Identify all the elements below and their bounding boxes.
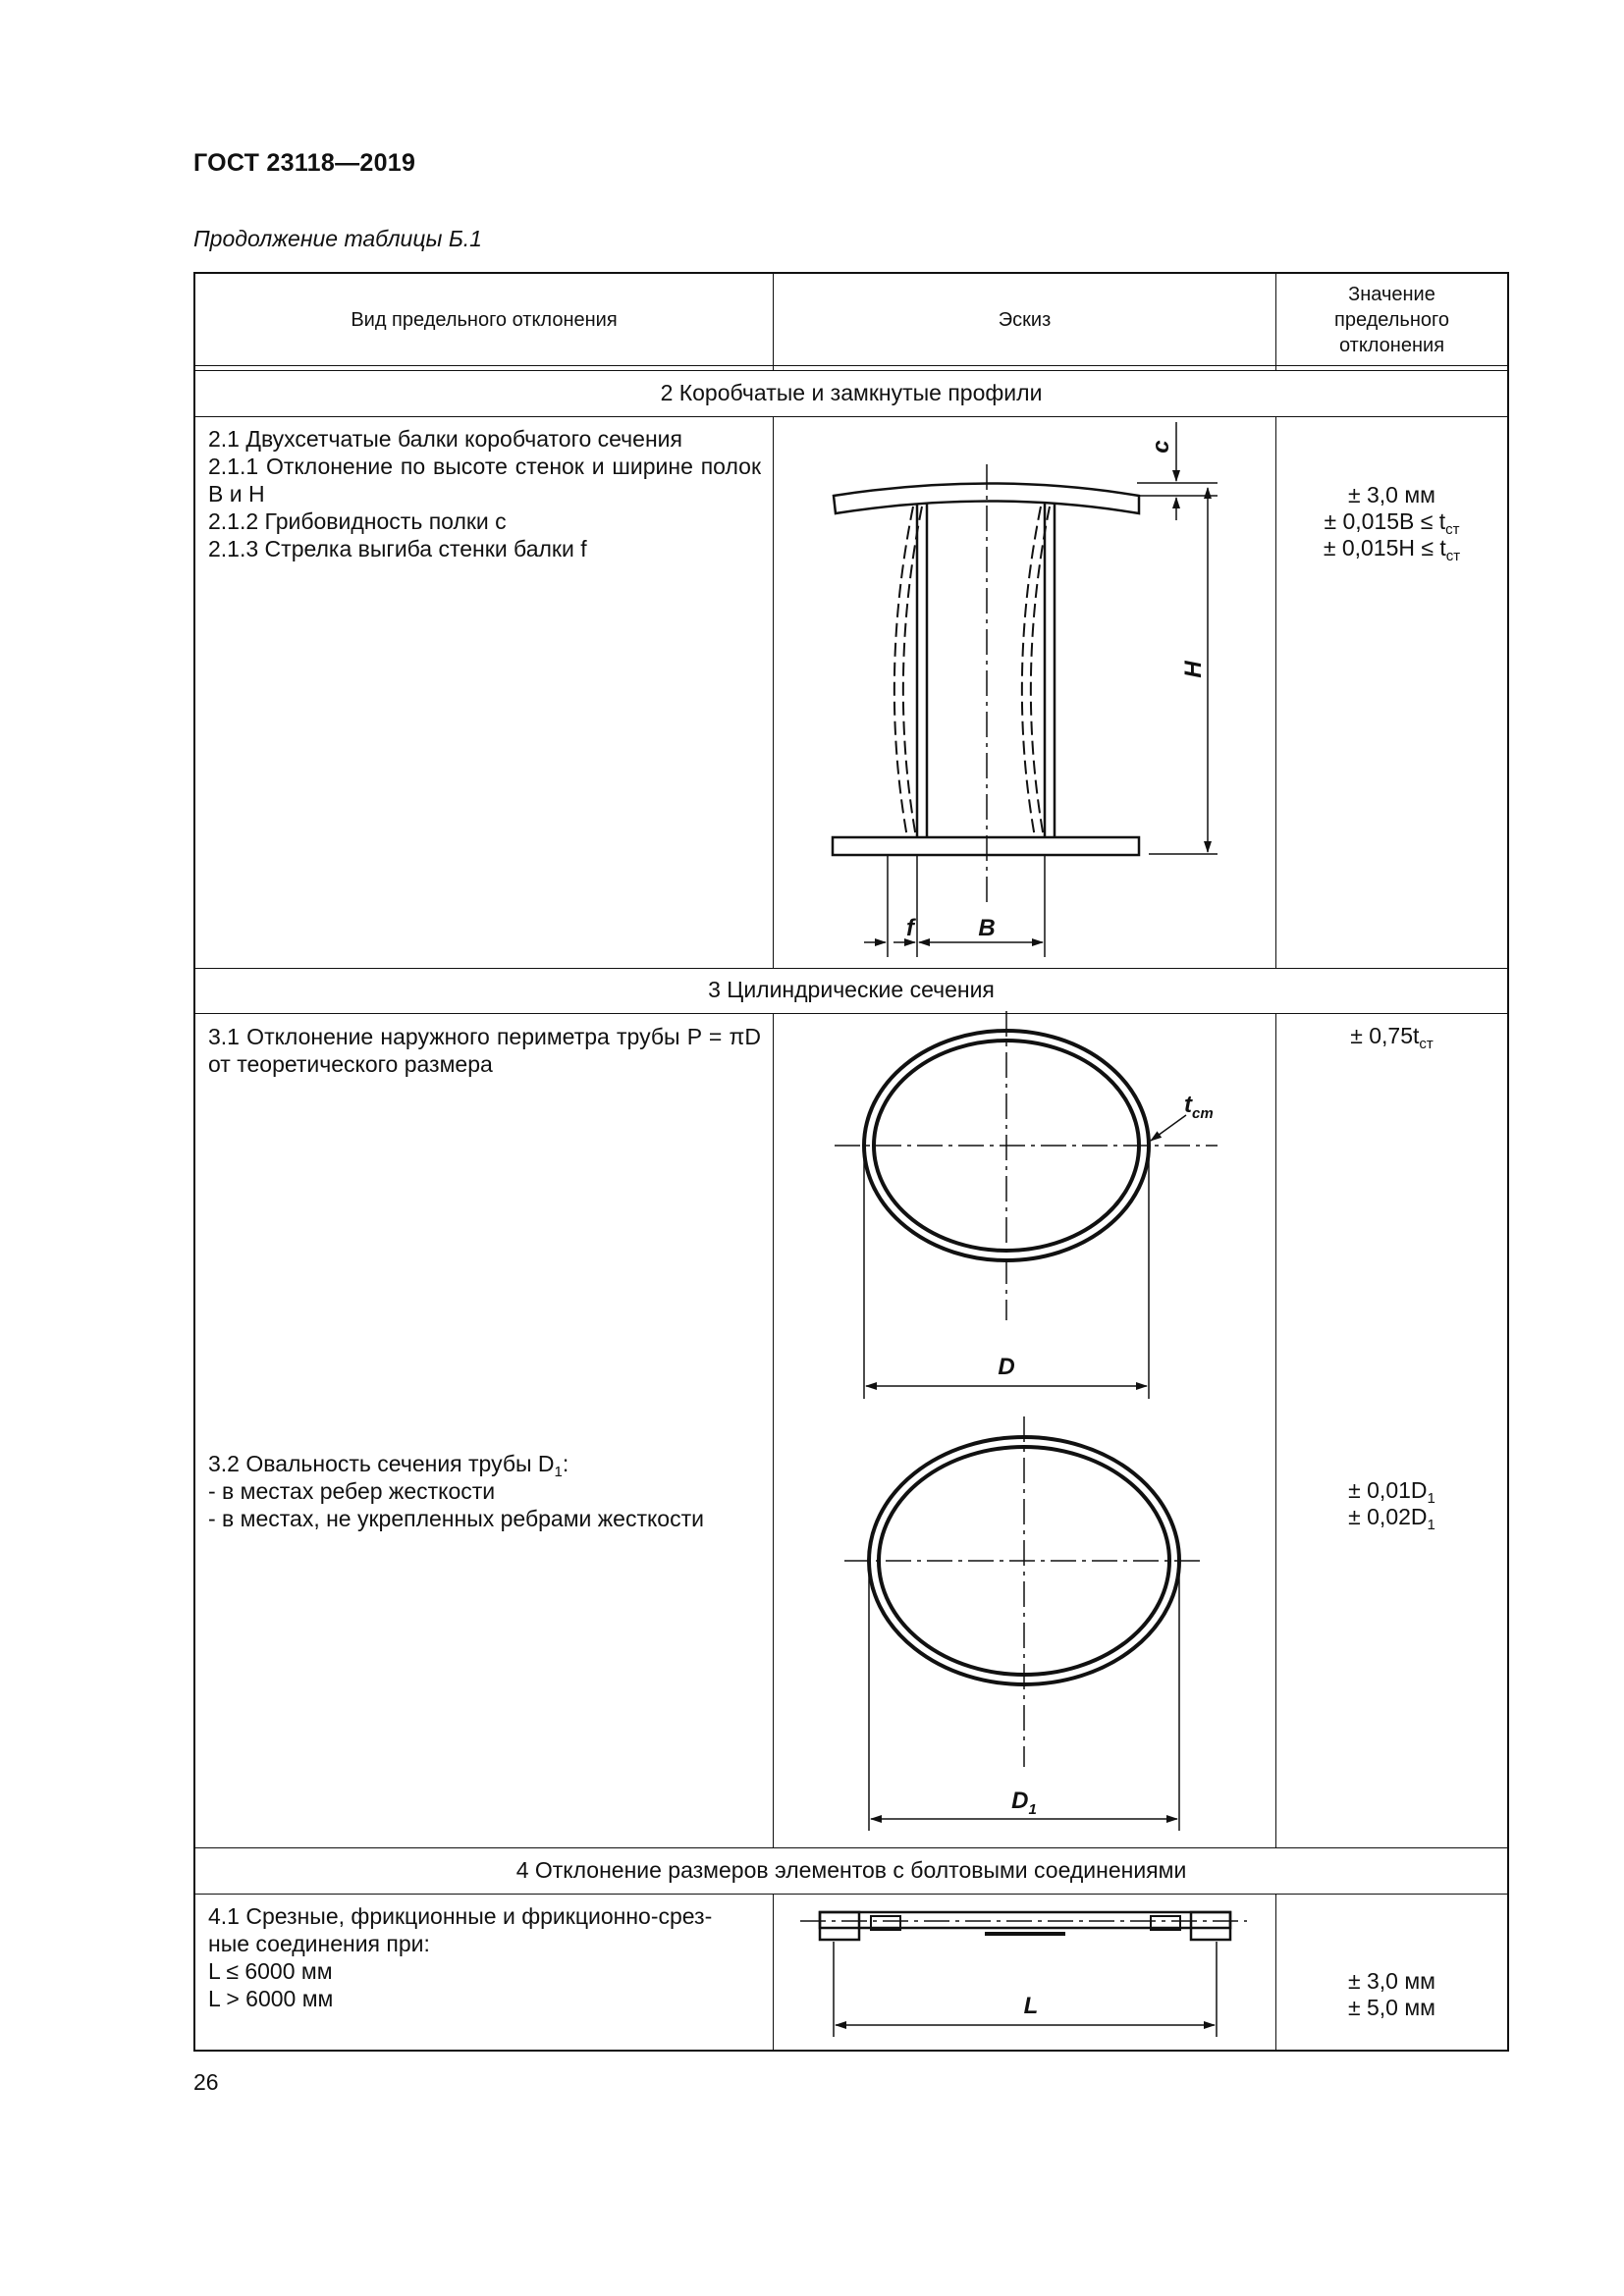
row-2-1-2: 2.1.2 Грибовидность полки c (208, 508, 507, 534)
row-3-1: 3.1 Отклонение наружного периметра трубы P = πD от теоретического размера (208, 1024, 761, 1077)
value-2-2: ± $0,015B \le t_{ст}$ (1324, 508, 1460, 538)
section-title-3: 3 Цилиндрические сечения (708, 977, 995, 1002)
values-3-2: ± $0,01D_1$ ± $0,02D_1$ (1348, 1477, 1435, 1533)
value-3-1: ± $0,75t_{ст}$ (1350, 1023, 1434, 1052)
page-number: 26 (193, 2069, 219, 2095)
label-tcm: $t_{cm}$ (1184, 1092, 1214, 1122)
pipe-perimeter-sketch (835, 1011, 1218, 1399)
row-2-1-1: 2.1.1 Отклонение по высоте стенок и ширине полок B и H (208, 454, 761, 507)
col-header-value: Значение предельного отклонения (1333, 283, 1449, 356)
label-B: B (978, 915, 996, 941)
row-2-1: 2.1 Двухсетчатые балки коробчатого сечения (208, 426, 682, 452)
row-2-1-3: 2.1.3 Стрелка выгиба стенки балки f (208, 536, 587, 561)
box-girder-sketch (833, 422, 1218, 957)
row-3-2: 3.2 Овальность сечения трубы $D_1$: - в местах ребер жесткости - в местах, не укрепленных ребрами жесткости (208, 1451, 704, 1531)
value-2-1: ± 3,0 мм (1347, 482, 1435, 507)
label-H: H (1180, 661, 1207, 678)
section-title-2: 2 Коробчатые и замкнутые профили (660, 380, 1043, 405)
col-header-deviation-type: Вид предельного отклонения (351, 308, 618, 331)
value-2-3: ± $0,015H \le t_{ст}$ (1323, 535, 1461, 564)
document-code: ГОСТ 23118—2019 (193, 149, 416, 177)
label-D1: $D_1$ (1011, 1788, 1037, 1818)
pipe-ovality-sketch (844, 1416, 1203, 1831)
label-D: D (998, 1354, 1015, 1380)
label-f: f (906, 915, 914, 941)
values-4-1: ± 3,0 мм ± 5,0 мм (1347, 1968, 1435, 2020)
row-4-1: 4.1 Срезные, фрикционные и фрикционно-срез- ные соединения при: L ≤ 6000 мм L > 6000 мм (208, 1903, 713, 2011)
col-header-sketch: Эскиз (998, 308, 1052, 331)
label-L: L (1023, 1993, 1039, 2019)
table-caption: Продолжение таблицы Б.1 (193, 226, 482, 251)
section-title-4: 4 Отклонение размеров элементов с болтовыми соединениями (515, 1857, 1187, 1883)
label-c: c (1148, 440, 1174, 454)
